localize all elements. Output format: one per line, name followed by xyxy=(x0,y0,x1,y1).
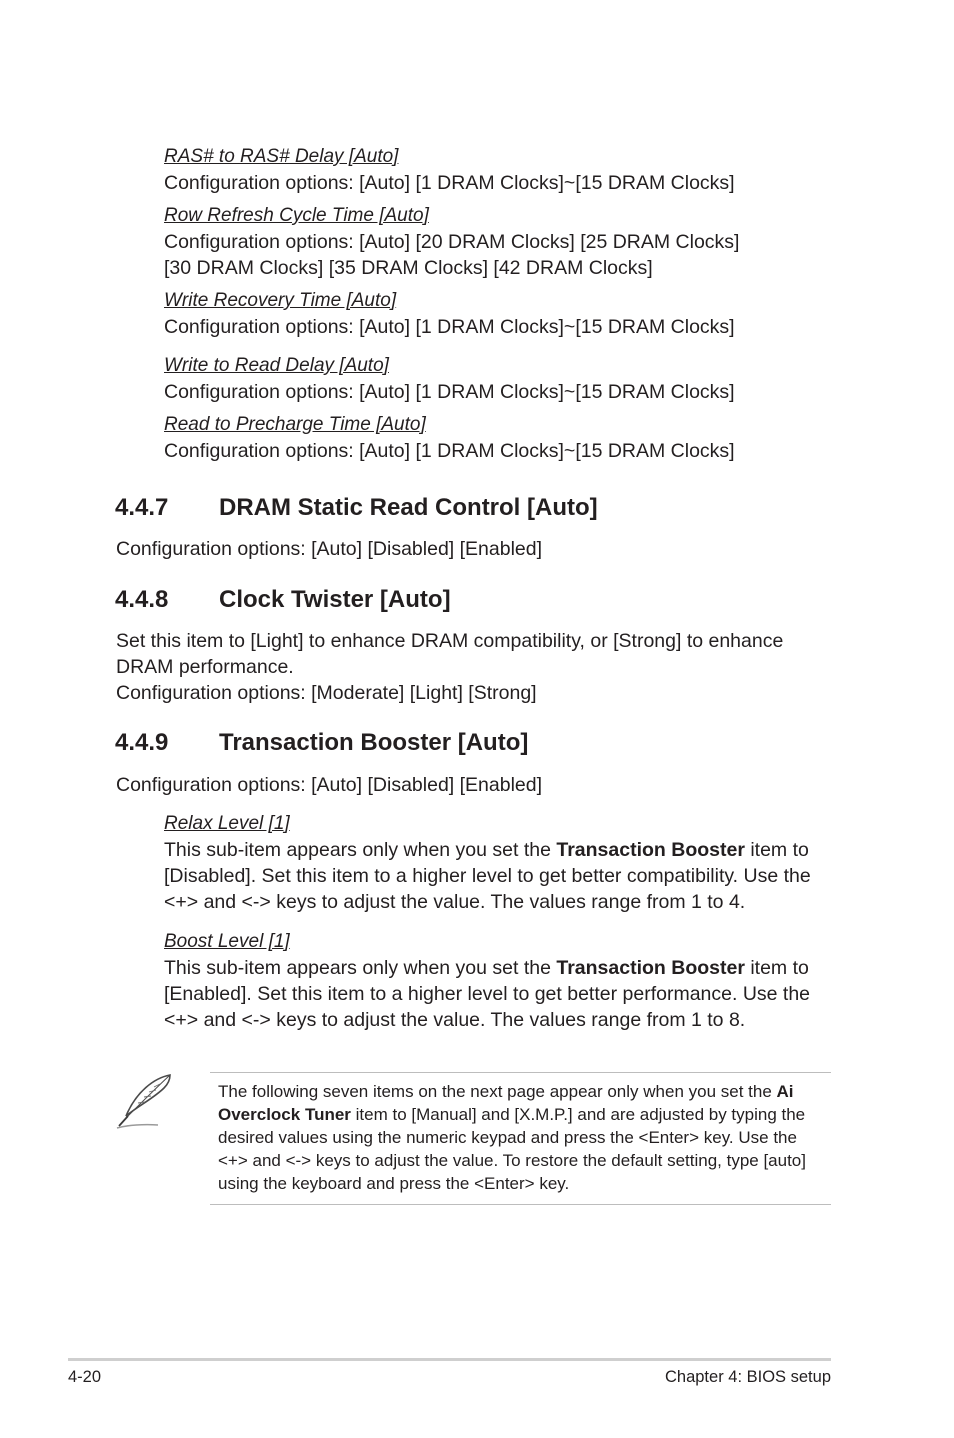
subitem-row-refresh-cycle-time xyxy=(164,203,864,281)
subitem-write-to-read-delay xyxy=(164,353,864,405)
section-title: DRAM Static Read Control [Auto] xyxy=(219,494,598,521)
subitem-desc: [Enabled]. Set this item to a higher level to get better performance. Use the xyxy=(164,983,811,1005)
text-run: item to [Manual] and [X.M.P.] and are adjusted by typing the desired values using the numeric keypad and press the <Enter> key. Use the <+> and <-> keys to adjust the value. To restore the default setting, type [auto] using the keyboard and press the <Enter> key. xyxy=(218,1105,806,1193)
section-title: Clock Twister [Auto] xyxy=(219,586,451,613)
subitem-title: Write Recovery Time [Auto] xyxy=(164,290,397,311)
subitem-desc: [30 DRAM Clocks] [35 DRAM Clocks] [42 DRAM Clocks] xyxy=(164,257,653,279)
text-run: This sub-item appears only when you set the xyxy=(164,839,557,861)
footer-rule xyxy=(68,1358,831,1361)
section-title: Transaction Booster [Auto] xyxy=(219,729,529,756)
bold-term: Transaction Booster xyxy=(556,957,745,979)
note-top-rule xyxy=(210,1072,831,1073)
subitem-title: Boost Level [1] xyxy=(164,931,290,952)
text-run: item to xyxy=(744,839,809,861)
section-body xyxy=(116,536,816,562)
subitem-desc: <+> and <-> keys to adjust the value. The values range from 1 to 8. xyxy=(164,1009,746,1031)
subitem-relax-level xyxy=(164,811,864,915)
section-number: 4.4.8 xyxy=(115,586,169,613)
note-text xyxy=(218,1080,828,1195)
section-line: Set this item to [Light] to enhance DRAM compatibility, or [Strong] to enhance xyxy=(116,630,784,652)
text-run: item to xyxy=(744,957,809,979)
subitem-ras-to-ras-delay xyxy=(164,144,864,196)
subitem-desc: Configuration options: [Auto] [1 DRAM Clocks]~[15 DRAM Clocks] xyxy=(164,440,735,462)
note-bottom-rule xyxy=(210,1204,831,1205)
section-line: Configuration options: [Moderate] [Light] [Strong] xyxy=(116,682,537,704)
subitem-title: Read to Precharge Time [Auto] xyxy=(164,414,426,435)
section-line: DRAM performance. xyxy=(116,656,294,678)
chapter-label: Chapter 4: BIOS setup xyxy=(664,1368,831,1386)
section-number: 4.4.9 xyxy=(115,729,169,756)
subitem-desc: Configuration options: [Auto] [1 DRAM Clocks]~[15 DRAM Clocks] xyxy=(164,381,735,403)
section-number: 4.4.7 xyxy=(115,494,169,521)
subitem-boost-level xyxy=(164,929,864,1033)
subitem-title: Row Refresh Cycle Time [Auto] xyxy=(164,205,429,226)
subitem-desc: <+> and <-> keys to adjust the value. The values range from 1 to 4. xyxy=(164,891,746,913)
subitem-title: RAS# to RAS# Delay [Auto] xyxy=(164,146,399,167)
section-body xyxy=(116,628,816,706)
subitem-desc-first-line xyxy=(164,955,864,981)
feather-pen-icon xyxy=(114,1072,174,1130)
text-run: The following seven items on the next page appear only when you set the xyxy=(218,1082,777,1101)
subitem-desc-first-line xyxy=(164,837,864,863)
subitem-write-recovery-time xyxy=(164,288,864,340)
section-heading-4-4-7 xyxy=(115,493,598,523)
subitem-title: Relax Level [1] xyxy=(164,813,290,834)
subitem-desc: Configuration options: [Auto] [1 DRAM Clocks]~[15 DRAM Clocks] xyxy=(164,172,735,194)
bold-term: Ai Overclock Tuner xyxy=(218,1082,794,1124)
section-heading-4-4-8 xyxy=(115,585,451,615)
page-number: 4-20 xyxy=(68,1368,102,1386)
section-line: Configuration options: [Auto] [Disabled] [Enabled] xyxy=(116,774,543,796)
section-line: Configuration options: [Auto] [Disabled] [Enabled] xyxy=(116,538,543,560)
section-body xyxy=(116,772,816,798)
text-run: This sub-item appears only when you set the xyxy=(164,957,557,979)
subitem-title: Write to Read Delay [Auto] xyxy=(164,355,389,376)
subitem-desc: [Disabled]. Set this item to a higher level to get better compatibility. Use the xyxy=(164,865,811,887)
subitem-read-to-precharge-time xyxy=(164,412,864,464)
subitem-desc: Configuration options: [Auto] [20 DRAM Clocks] [25 DRAM Clocks] xyxy=(164,231,740,253)
section-heading-4-4-9 xyxy=(115,728,528,758)
bold-term: Transaction Booster xyxy=(556,839,745,861)
subitem-desc: Configuration options: [Auto] [1 DRAM Clocks]~[15 DRAM Clocks] xyxy=(164,316,735,338)
